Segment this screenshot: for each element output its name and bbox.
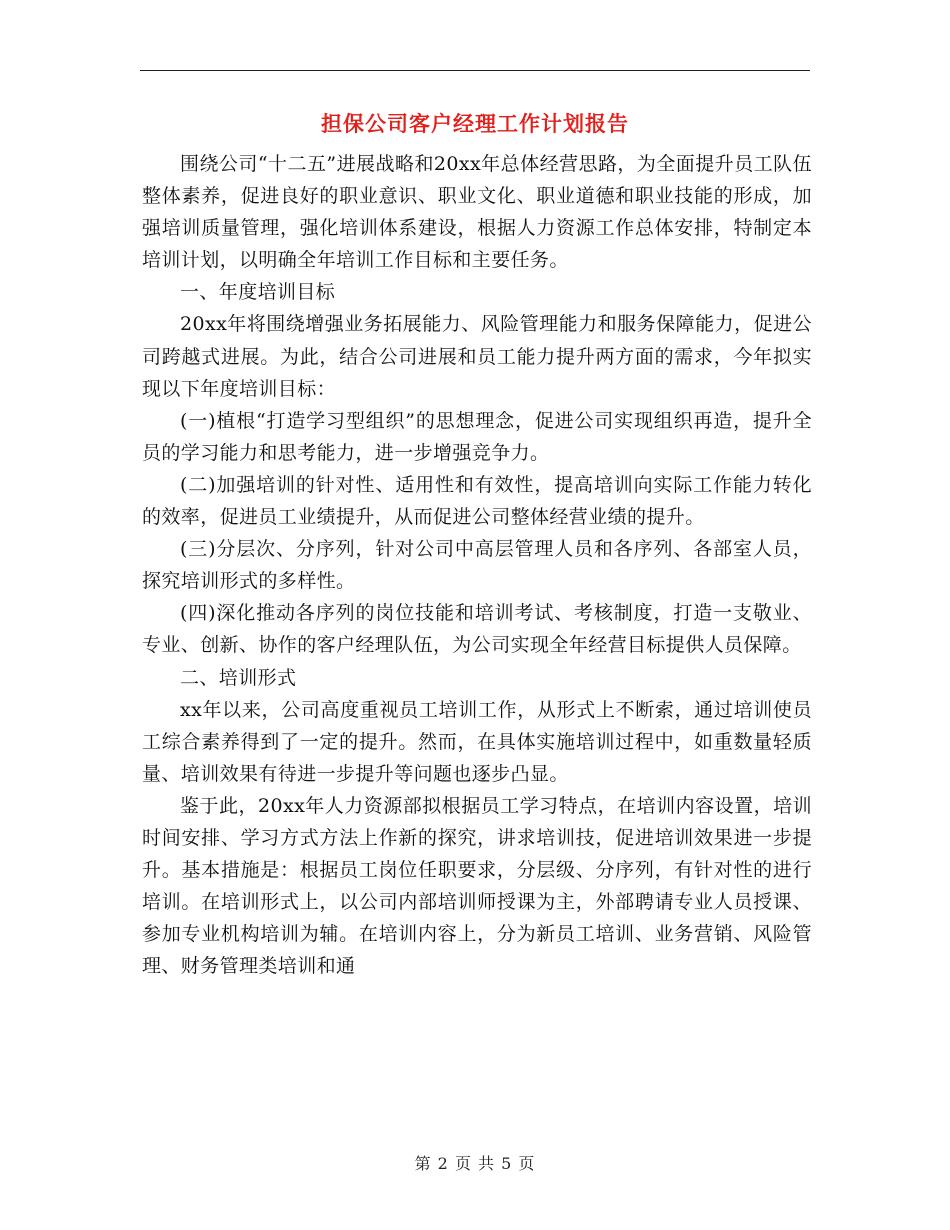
body-paragraph: xx年以来，公司高度重视员工培训工作，从形式上不断索，通过培训使员工综合素养得到了一定的提升。然而，在具体实施培训过程中，如重数量轻质量、培训效果有待进一步提升等问题也逐步凸显。 (142, 698, 812, 785)
body-paragraph: 20xx年将围绕增强业务拓展能力、风险管理能力和服务保障能力，促进公司跨越式进展。为此，结合公司进展和员工能力提升两方面的需求，今年拟实现以下年度培训目标： (142, 313, 812, 400)
body-paragraph: 围绕公司“十二五”进展战略和20xx年总体经营思路，为全面提升员工队伍整体素养，促进良好的职业意识、职业文化、职业道德和职业技能的形成，加强培训质量管理，强化培训体系建设，根据人力资源工作总体安排，特制定本培训计划，以明确全年培训工作目标和主要任务。 (142, 153, 812, 272)
section-heading: 二、培训形式 (180, 666, 297, 689)
document-body (142, 148, 812, 982)
section-heading: 一、年度培训目标 (180, 281, 336, 304)
body-paragraph: 鉴于此，20xx年人力资源部拟根据员工学习特点，在培训内容设置，培训时间安排、学习方式方法上作新的探究，讲求培训技，促进培训效果进一步提升。基本措施是：根据员工岗位任职要求，分层级、分序列，有针对性的进行培训。在培训形式上，以公司内部培训师授课为主，外部聘请专业人员授课、参加专业机构培训为辅。在培训内容上，分为新员工培训、业务营销、风险管理、财务管理类培训和通 (142, 794, 812, 978)
body-paragraph: (四)深化推动各序列的岗位技能和培训考试、考核制度，打造一支敬业、专业、创新、协作的客户经理队伍，为公司实现全年经营目标提供人员保障。 (142, 602, 812, 657)
page-number: 第 2 页 共 5 页 (414, 1154, 536, 1173)
body-paragraph: (二)加强培训的针对性、适用性和有效性，提高培训向实际工作能力转化的效率，促进员工业绩提升，从而促进公司整体经营业绩的提升。 (142, 473, 812, 529)
header-rule (140, 70, 810, 71)
body-paragraph: (三)分层次、分序列，针对公司中高层管理人员和各序列、各部室人员，探究培训形式的多样性。 (142, 538, 812, 593)
document-title: 担保公司客户经理工作计划报告 (321, 111, 629, 136)
body-paragraph: (一)植根“打造学习型组织”的思想理念，促进公司实现组织再造，提升全员的学习能力和思考能力，进一步增强竞争力。 (142, 409, 812, 464)
